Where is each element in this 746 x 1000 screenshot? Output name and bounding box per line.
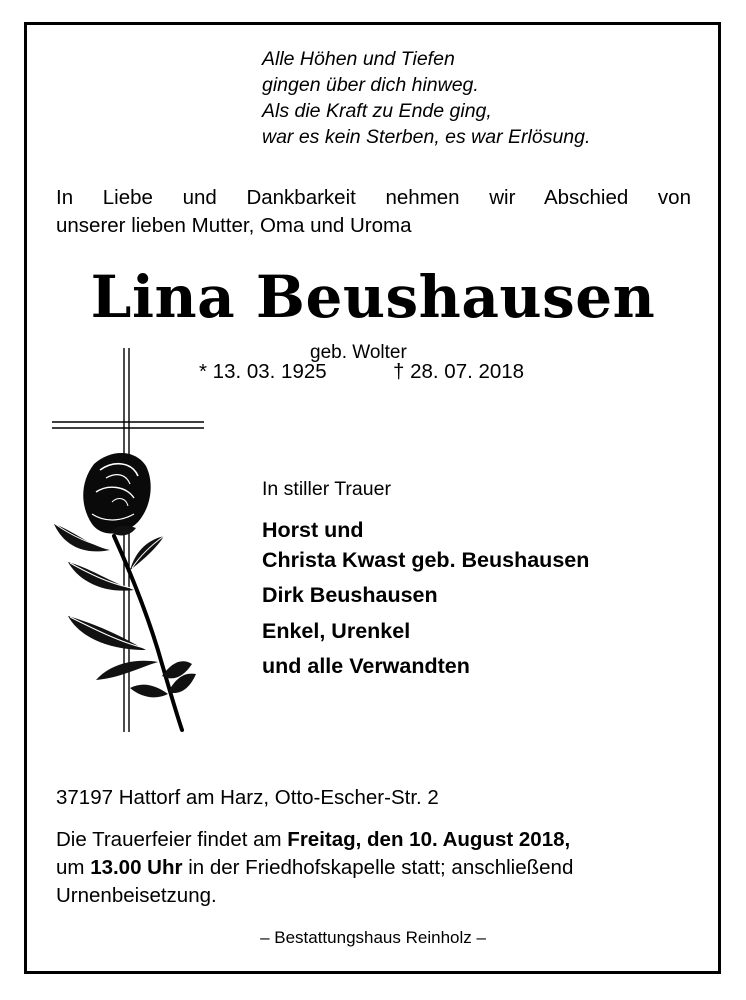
deceased-name: Lina Beushausen: [90, 263, 656, 331]
intro-line: unserer lieben Mutter, Oma und Uroma: [56, 214, 412, 237]
mourner-name: Christa Kwast geb. Beushausen: [262, 547, 590, 572]
mourner-name: Dirk Beushausen: [262, 583, 438, 607]
service-text: in der Friedhofskapelle statt; anschließend: [182, 856, 574, 879]
service-info: [56, 826, 696, 910]
undertaker: – Bestattungshaus Reinholz –: [260, 928, 486, 947]
cross-with-rose-icon: [50, 346, 210, 736]
poem-line: Als die Kraft zu Ende ging,: [262, 100, 492, 122]
poem-line: gingen über dich hinweg.: [262, 74, 479, 96]
mourning-heading: In stiller Trauer: [262, 478, 391, 500]
maiden-name: geb. Wolter: [310, 342, 407, 363]
service-line-3: Urnenbeisetzung.: [56, 884, 217, 907]
poem-line: Alle Höhen und Tiefen: [262, 48, 455, 70]
birth-date: * 13. 03. 1925: [199, 360, 327, 383]
service-line-2: [56, 854, 696, 882]
poem: [262, 46, 590, 150]
intro-text: [56, 184, 691, 240]
service-line-1: [56, 826, 696, 854]
service-text: um: [56, 856, 91, 879]
mourner-name: Enkel, Urenkel: [262, 618, 411, 643]
address: 37197 Hattorf am Harz, Otto-Escher-Str. 2: [56, 786, 439, 809]
mourner-name: Horst und: [262, 518, 364, 542]
death-date: † 28. 07. 2018: [393, 360, 525, 383]
rose-icon: [54, 453, 196, 730]
mourners-list: [262, 516, 589, 682]
mourner-name: und alle Verwandten: [262, 654, 470, 678]
service-date: Freitag, den 10. August 2018,: [287, 828, 571, 851]
poem-line: war es kein Sterben, es war Erlösung.: [262, 126, 591, 148]
service-time: 13.00 Uhr: [90, 856, 183, 879]
intro-line: In Liebe und Dankbarkeit nehmen wir Abschied von: [56, 186, 691, 209]
service-text: Die Trauerfeier findet am: [56, 828, 288, 851]
